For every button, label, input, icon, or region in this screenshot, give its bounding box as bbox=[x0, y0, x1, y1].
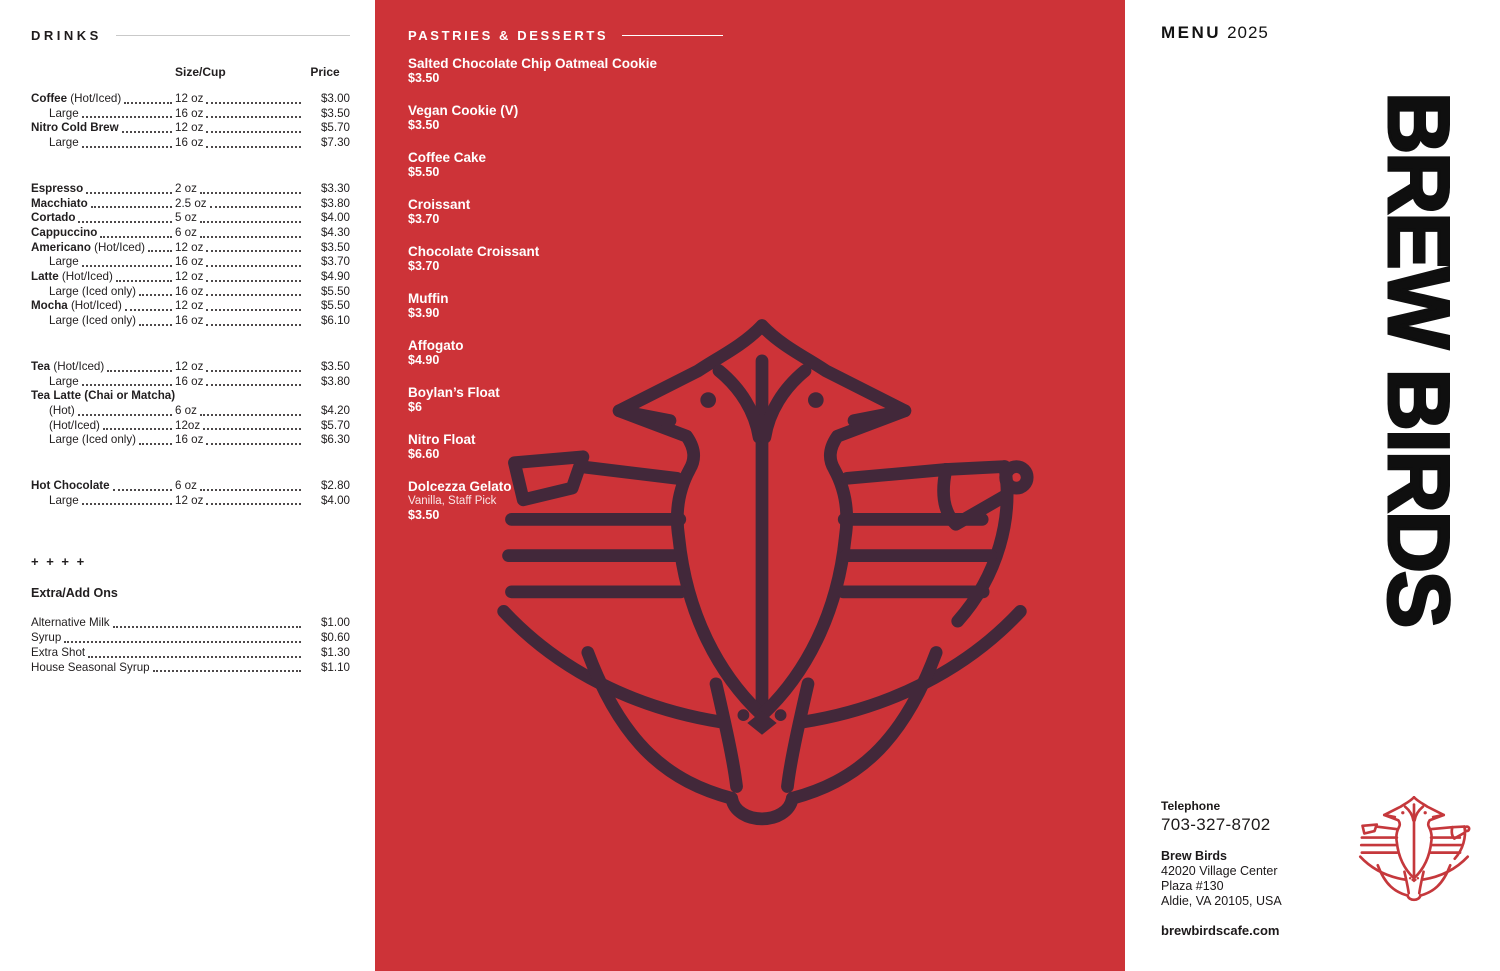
pastry-price: $3.70 bbox=[408, 212, 440, 226]
telephone-label: Telephone bbox=[1161, 799, 1221, 813]
menu-row bbox=[31, 241, 350, 256]
dotted-leader bbox=[113, 626, 301, 628]
dotted-leader bbox=[64, 641, 301, 643]
item-name: Large bbox=[49, 136, 79, 150]
pastry-item bbox=[408, 56, 1098, 86]
brand-vertical-title: BREW BIRDS bbox=[1370, 92, 1466, 627]
dotted-leader bbox=[206, 384, 301, 386]
dotted-leader bbox=[206, 116, 301, 118]
dotted-leader bbox=[86, 192, 172, 194]
company-name: Brew Birds bbox=[1161, 849, 1227, 863]
pastry-name: Coffee Cake bbox=[408, 150, 487, 165]
item-price: $4.30 bbox=[320, 225, 350, 239]
addon-row bbox=[31, 631, 350, 646]
pastry-item bbox=[408, 338, 1098, 368]
menu-row bbox=[31, 107, 350, 122]
pastry-price: $6.60 bbox=[408, 447, 440, 461]
dotted-leader bbox=[200, 192, 301, 194]
dotted-leader bbox=[78, 414, 172, 416]
pastry-item bbox=[408, 103, 1098, 133]
item-name-bold: Coffee bbox=[31, 92, 68, 105]
item-price: $5.70 bbox=[320, 121, 350, 135]
item-size: 5 oz bbox=[175, 211, 197, 225]
dotted-leader bbox=[82, 384, 172, 386]
menu-row bbox=[31, 182, 350, 197]
item-name-bold: Mocha bbox=[31, 299, 68, 313]
menu-row bbox=[31, 285, 350, 300]
addon-price: $1.10 bbox=[320, 660, 350, 674]
item-size: 12 oz bbox=[175, 493, 204, 507]
website-url: brewbirdscafe.com bbox=[1161, 923, 1280, 939]
brew-birds-logo-icon bbox=[1357, 796, 1471, 906]
pastry-item bbox=[408, 197, 1098, 227]
plus-marks: + + + + bbox=[31, 554, 87, 570]
menu-row bbox=[31, 360, 350, 375]
drink-group bbox=[31, 182, 350, 329]
item-name: Latte (Hot/Iced) bbox=[31, 270, 113, 284]
dotted-leader bbox=[103, 428, 172, 430]
item-size: 2 oz bbox=[175, 181, 197, 195]
pastry-price: $4.90 bbox=[408, 353, 440, 367]
item-size: 12 oz bbox=[175, 92, 204, 105]
dotted-leader bbox=[206, 265, 301, 267]
dotted-leader bbox=[91, 206, 172, 208]
dotted-leader bbox=[206, 102, 301, 104]
dotted-leader bbox=[200, 489, 301, 491]
item-price: $3.50 bbox=[320, 240, 350, 254]
pastry-price: $3.90 bbox=[408, 306, 440, 320]
dotted-leader bbox=[100, 236, 172, 238]
dotted-leader bbox=[148, 250, 172, 252]
brand-panel bbox=[1125, 0, 1500, 971]
dotted-leader bbox=[206, 294, 301, 296]
item-name-bold: Macchiato bbox=[31, 196, 88, 210]
item-name bbox=[31, 197, 88, 212]
addon-row bbox=[31, 616, 350, 631]
drink-group bbox=[31, 479, 350, 508]
item-price: $6.30 bbox=[320, 433, 350, 447]
menu-row bbox=[31, 92, 350, 107]
addons-title: Extra/Add Ons bbox=[31, 586, 118, 601]
pastry-name: Affogato bbox=[408, 338, 464, 353]
drinks-panel bbox=[0, 0, 375, 971]
pastry-name: Nitro Float bbox=[408, 432, 476, 447]
dotted-leader bbox=[113, 489, 172, 491]
pastry-price: $3.70 bbox=[408, 259, 440, 273]
drinks-header bbox=[31, 28, 350, 43]
drink-group bbox=[31, 92, 350, 151]
addon-price: $1.30 bbox=[320, 645, 350, 659]
dotted-leader bbox=[124, 102, 172, 104]
dotted-leader bbox=[139, 324, 172, 326]
dotted-leader bbox=[206, 503, 301, 505]
pastry-price: $3.50 bbox=[408, 508, 440, 522]
item-price: $2.80 bbox=[320, 479, 350, 493]
menu-row bbox=[31, 211, 350, 226]
dotted-leader bbox=[82, 146, 172, 148]
pastries-header bbox=[408, 28, 723, 43]
drinks-column-headers bbox=[31, 65, 350, 79]
menu-row bbox=[31, 270, 350, 285]
dotted-leader bbox=[206, 131, 301, 133]
pastry-name: Dolcezza Gelato bbox=[408, 479, 512, 494]
dotted-leader bbox=[82, 265, 172, 267]
dotted-leader bbox=[206, 280, 301, 282]
menu-row bbox=[31, 479, 350, 494]
menu-year-title bbox=[1161, 23, 1269, 43]
menu-row bbox=[31, 433, 350, 448]
item-price: $4.20 bbox=[320, 403, 350, 417]
pastry-name: Muffin bbox=[408, 291, 449, 306]
item-price: $6.10 bbox=[320, 314, 350, 328]
pastries-list bbox=[408, 56, 1098, 523]
drinks-header-rule bbox=[116, 35, 350, 36]
item-name: Large bbox=[49, 374, 79, 388]
dotted-leader bbox=[88, 656, 301, 658]
dotted-leader bbox=[200, 221, 301, 223]
item-name: Large bbox=[49, 493, 79, 507]
drink-group bbox=[31, 360, 350, 448]
item-name-bold: Nitro Cold Brew bbox=[31, 121, 119, 135]
item-size: 6 oz bbox=[175, 479, 197, 493]
item-name bbox=[31, 211, 75, 226]
drinks-title: DRINKS bbox=[31, 28, 102, 43]
item-name: (Hot) bbox=[49, 403, 75, 417]
pastry-name: Salted Chocolate Chip Oatmeal Cookie bbox=[408, 56, 658, 71]
address-line-3: Aldie, VA 20105, USA bbox=[1161, 893, 1282, 908]
menu-row bbox=[31, 404, 350, 419]
item-name: Large bbox=[49, 255, 79, 269]
item-size: 16 oz bbox=[175, 255, 204, 269]
item-size: 6 oz bbox=[175, 403, 197, 417]
menu-row bbox=[31, 375, 350, 390]
dotted-leader bbox=[200, 236, 301, 238]
menu-row bbox=[31, 314, 350, 329]
pastry-item bbox=[408, 432, 1098, 462]
address-line-1: 42020 Village Center bbox=[1161, 864, 1278, 878]
menu-label: MENU bbox=[1161, 23, 1222, 42]
dotted-leader bbox=[210, 206, 301, 208]
item-size: 16 oz bbox=[175, 106, 204, 120]
addon-name: Extra Shot bbox=[31, 645, 86, 659]
item-size: 2.5 oz bbox=[175, 196, 207, 210]
pastry-price: $3.50 bbox=[408, 118, 440, 132]
menu-row bbox=[31, 255, 350, 270]
dotted-leader bbox=[206, 370, 301, 372]
item-price: $3.80 bbox=[320, 196, 350, 210]
item-price: $5.50 bbox=[320, 284, 350, 298]
dotted-leader bbox=[122, 131, 172, 133]
pastry-price: $3.50 bbox=[408, 71, 440, 85]
item-name: Tea (Hot/Iced) bbox=[31, 359, 105, 373]
dotted-leader bbox=[116, 280, 172, 282]
pastry-name: Croissant bbox=[408, 197, 471, 212]
contact-block bbox=[1161, 799, 1282, 938]
item-price: $3.70 bbox=[320, 255, 350, 269]
item-name: Large (Iced only) bbox=[49, 284, 136, 298]
item-name bbox=[31, 182, 83, 197]
pastries-panel bbox=[375, 0, 1125, 971]
item-price: $5.50 bbox=[320, 299, 350, 313]
item-size: 12 oz bbox=[175, 240, 204, 254]
item-name-bold: Cappuccino bbox=[31, 225, 98, 239]
item-size: 16 oz bbox=[175, 136, 204, 150]
item-price: $4.90 bbox=[320, 270, 350, 284]
pastries-title: PASTRIES & DESSERTS bbox=[408, 28, 609, 43]
item-name bbox=[31, 389, 175, 404]
item-name-bold: Tea bbox=[31, 359, 51, 373]
pastry-price: $5.50 bbox=[408, 165, 440, 179]
item-name: Coffee (Hot/Iced) bbox=[31, 92, 122, 105]
pastry-name: Vegan Cookie (V) bbox=[408, 103, 519, 118]
dotted-leader bbox=[139, 294, 172, 296]
item-name-bold: Hot Chocolate bbox=[31, 479, 110, 493]
item-size: 16 oz bbox=[175, 284, 204, 298]
pastry-note: Vanilla, Staff Pick bbox=[408, 495, 497, 507]
item-size: 12 oz bbox=[175, 299, 204, 313]
addons-list bbox=[31, 616, 350, 675]
item-size: 6 oz bbox=[175, 225, 197, 239]
item-price: $7.30 bbox=[320, 136, 350, 150]
item-size: 16 oz bbox=[175, 314, 204, 328]
dotted-leader bbox=[206, 443, 301, 445]
pastry-item bbox=[408, 291, 1098, 321]
item-name-bold: Latte bbox=[31, 270, 59, 284]
dotted-leader bbox=[82, 116, 172, 118]
addon-row bbox=[31, 661, 350, 676]
dotted-leader bbox=[200, 414, 301, 416]
menu-row bbox=[31, 136, 350, 151]
dotted-leader bbox=[206, 309, 301, 311]
item-name-bold: Tea Latte (Chai or Matcha) bbox=[31, 389, 176, 403]
dotted-leader bbox=[206, 146, 301, 148]
menu-row bbox=[31, 419, 350, 434]
address-line-2: Plaza #130 bbox=[1161, 878, 1224, 893]
item-size: 12oz bbox=[175, 418, 201, 432]
item-name: Large (Iced only) bbox=[49, 314, 136, 328]
item-name bbox=[31, 121, 119, 136]
item-price: $4.00 bbox=[320, 211, 350, 225]
addon-price: $1.00 bbox=[320, 616, 350, 630]
item-name: Mocha (Hot/Iced) bbox=[31, 299, 122, 313]
item-name-bold: Americano bbox=[31, 240, 91, 254]
menu-row bbox=[31, 197, 350, 212]
menu-row bbox=[31, 299, 350, 314]
item-name-bold: Espresso bbox=[31, 181, 84, 195]
item-name: (Hot/Iced) bbox=[49, 418, 100, 432]
pastry-name: Chocolate Croissant bbox=[408, 244, 540, 259]
size-column-header: Size/Cup bbox=[175, 65, 226, 79]
item-price: $3.30 bbox=[320, 181, 350, 195]
menu-row bbox=[31, 121, 350, 136]
pastry-item bbox=[408, 244, 1098, 274]
item-price: $4.00 bbox=[320, 493, 350, 507]
pastry-name: Boylan’s Float bbox=[408, 385, 500, 400]
addon-name: House Seasonal Syrup bbox=[31, 660, 150, 674]
item-size: 16 oz bbox=[175, 374, 204, 388]
item-name bbox=[31, 226, 97, 241]
dotted-leader bbox=[206, 250, 301, 252]
dotted-leader bbox=[107, 370, 172, 372]
pastry-item bbox=[408, 385, 1098, 415]
pastry-item bbox=[408, 479, 1098, 523]
telephone-number: 703-327-8702 bbox=[1161, 815, 1271, 834]
dotted-leader bbox=[78, 221, 172, 223]
item-price: $5.70 bbox=[320, 418, 350, 432]
pastry-price: $6 bbox=[408, 400, 422, 414]
pastries-header-rule bbox=[622, 35, 723, 36]
item-name-bold: Cortado bbox=[31, 211, 76, 225]
item-size: 12 oz bbox=[175, 359, 204, 373]
dotted-leader bbox=[153, 670, 301, 672]
dotted-leader bbox=[139, 443, 172, 445]
item-name: Americano (Hot/Iced) bbox=[31, 240, 146, 254]
price-column-header: Price bbox=[310, 65, 340, 79]
menu-row bbox=[31, 389, 350, 404]
item-price: $3.50 bbox=[320, 106, 350, 120]
item-size: 12 oz bbox=[175, 270, 204, 284]
pastry-item bbox=[408, 150, 1098, 180]
menu-row bbox=[31, 226, 350, 241]
item-name bbox=[31, 479, 110, 494]
addon-name: Alternative Milk bbox=[31, 616, 110, 630]
dotted-leader bbox=[203, 428, 301, 430]
addon-price: $0.60 bbox=[320, 631, 350, 645]
menu-row bbox=[31, 494, 350, 509]
dotted-leader bbox=[125, 309, 172, 311]
drinks-groups bbox=[31, 92, 350, 508]
item-name: Large bbox=[49, 106, 79, 120]
item-size: 12 oz bbox=[175, 121, 204, 135]
item-name: Large (Iced only) bbox=[49, 433, 136, 447]
item-size: 16 oz bbox=[175, 433, 204, 447]
addon-name: Syrup bbox=[31, 631, 62, 645]
dotted-leader bbox=[82, 503, 172, 505]
item-price: $3.80 bbox=[320, 374, 350, 388]
item-price: $3.00 bbox=[320, 92, 350, 105]
dotted-leader bbox=[206, 324, 301, 326]
addon-row bbox=[31, 646, 350, 661]
item-price: $3.50 bbox=[320, 359, 350, 373]
menu-year: 2025 bbox=[1227, 23, 1269, 42]
